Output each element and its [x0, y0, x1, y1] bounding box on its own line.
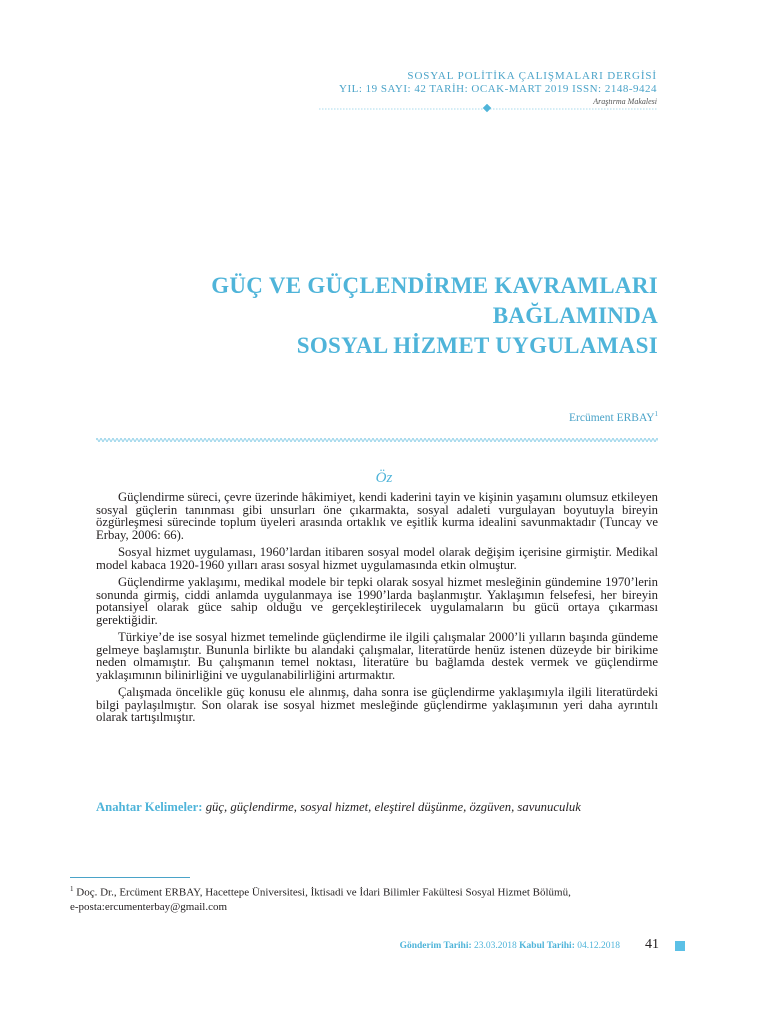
abstract-paragraph: Çalışmada öncelikle güç konusu ele alınmış, daha sonra ise güçlendirme yaklaşımıyla ilgili literatürdeki bilgi paylaşılmıştır. Son olarak ise sosyal hizmet mesleğinde güçlendirme yaklaşımının yeri daha ayrıntılı olarak tartışılmıştır.: [96, 685, 658, 724]
submission-dates: [400, 941, 620, 951]
abstract-body: [96, 491, 658, 729]
accepted-date: 04.12.2018: [577, 941, 620, 951]
journal-header: [339, 70, 657, 108]
abstract-paragraph: Sosyal hizmet uygulaması, 1960’lardan itibaren sosyal model olarak değişim içerisine girmiştir. Medikal model kabaca 1920-1960 yılları arası sosyal hizmet uygulamasında etkin olmuştur.: [96, 545, 658, 572]
keywords: [96, 800, 658, 815]
submitted-label: Gönderim Tarihi:: [399, 941, 472, 951]
article-type: Araştırma Makalesi: [593, 97, 657, 106]
journal-issue: YIL: 19 SAYI: 42 TARİH: OCAK-MART 2019 ISSN: 2148-9424: [339, 83, 657, 95]
title-divider: [96, 436, 658, 444]
journal-name: SOSYAL POLİTİKA ÇALIŞMALARI DERGİSİ: [407, 70, 657, 82]
abstract-paragraph: Türkiye’de ise sosyal hizmet temelinde güçlendirme ile ilgili çalışmalar 2000’li yılların başında gündeme gelmeye başlamıştır. Bununla birlikte bu alandaki çalışmalar, literatürde henüz istenen düzeyde bir birikime neden olmamıştır. Bu çalışmanın temel noktası, literatüre bu bağlamda destek vermek ve güçlendirme yaklaşımının bilinirliğini ve uygulanabilirliğini artırmaktır.: [96, 630, 658, 682]
accepted-label: Kabul Tarihi:: [519, 941, 575, 951]
abstract-heading: Öz: [375, 470, 393, 486]
abstract-paragraph: Güçlendirme süreci, çevre üzerinde hâkimiyet, kendi kaderini tayin ve kişinin yaşamını olumsuz etkileyen sosyal güçlerin tanınması gibi unsurları öne çıkarmakta, sosyal adaleti vurgulayan boyutuyla bireyin özgürleşmesi sürecinde toplum üyeleri arasında ortaklık ve eşitlik kurma idealini savunmaktadır (Tuncay ve Erbay, 2006: 66).: [96, 490, 658, 542]
author: [569, 410, 658, 424]
footnote-divider: [70, 877, 190, 878]
abstract-paragraph: Güçlendirme yaklaşımı, medikal modele bir tepki olarak sosyal hizmet mesleğinin gündemine 1970’lerin sonunda girmiş, ciddi anlamda uygulanmaya ise 1990’larda başlanmıştır. Yaklaşımın felsefesi, her bireyin potansiyel olarak güce sahip olduğu ve gerçekleştirilecek uygulamaların bu gücü ortaya çıkarması gerektiğidir.: [96, 575, 658, 627]
page-number: 41: [645, 937, 659, 952]
article-title: [98, 271, 658, 361]
submitted-date: 23.03.2018: [474, 941, 517, 951]
header-divider: [319, 104, 658, 114]
author-name: Ercüment ERBAY: [569, 411, 655, 424]
title-line-2: BAĞLAMINDA: [492, 303, 658, 328]
title-line-3: SOSYAL HİZMET UYGULAMASI: [296, 333, 658, 358]
footnote-line-2: e-posta:ercumenterbay@gmail.com: [70, 900, 228, 913]
footnote: [70, 882, 670, 914]
author-footnote-mark: 1: [654, 410, 658, 418]
title-line-1: GÜÇ VE GÜÇLENDİRME KAVRAMLARI: [211, 273, 658, 298]
keywords-label: Anahtar Kelimeler:: [96, 800, 203, 814]
keywords-text: güç, güçlendirme, sosyal hizmet, eleştirel düşünme, özgüven, savunuculuk: [205, 800, 581, 814]
footnote-mark: 1: [70, 885, 74, 893]
page-marker-square: [675, 941, 685, 951]
footnote-line-1: Doç. Dr., Ercüment ERBAY, Hacettepe Üniversitesi, İktisadi ve İdari Bilimler Fakültesi Sosyal Hizmet Bölümü,: [76, 886, 571, 899]
